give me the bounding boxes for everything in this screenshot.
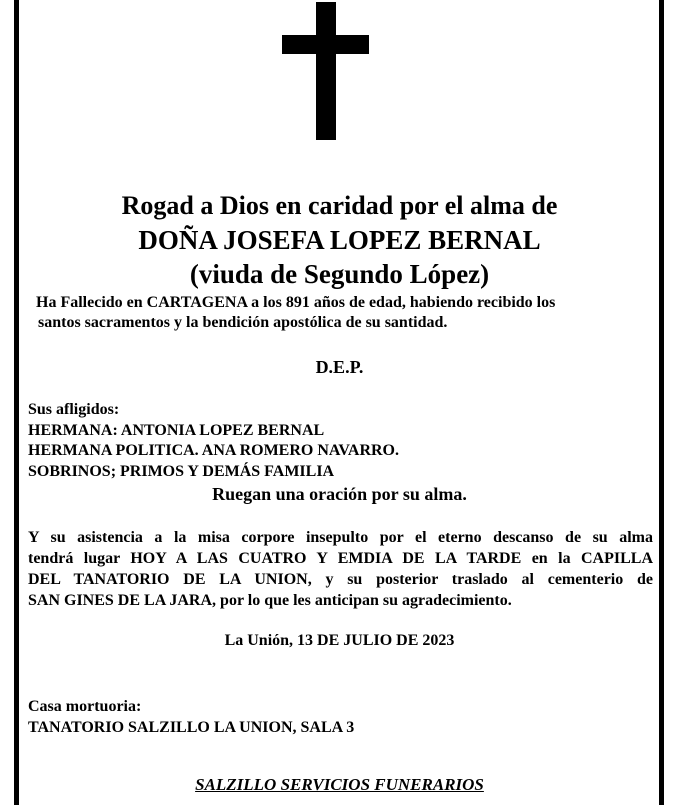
mass-line: SAN GINES DE LA JARA, por lo que les anticipan su agradecimiento. (28, 592, 512, 609)
mass-line: DEL TANATORIO DE LA UNION, y su posterior traslado al cementerio de (28, 571, 653, 588)
mourner-line: HERMANA POLITICA. ANA ROMERO NAVARRO. (28, 442, 399, 459)
mourner-line: HERMANA: ANTONIA LOPEZ BERNAL (28, 422, 325, 439)
mass-line: tendrá lugar HOY A LAS CUATRO Y EMDIA DE LA TARDE en la CAPILLA (28, 550, 653, 567)
left-border (14, 0, 19, 805)
house-value: TANATORIO SALZILLO LA UNION, SALA 3 (28, 719, 355, 736)
footer-company: SALZILLO SERVICIOS FUNERARIOS (195, 775, 484, 794)
prayer-text: Ruegan una oración por su alma. (212, 484, 467, 504)
house-label: Casa mortuoria: (28, 698, 142, 715)
mourner-line: SOBRINOS; PRIMOS Y DEMÁS FAMILIA (28, 463, 335, 480)
mass-paragraph (28, 527, 653, 611)
header-line: Rogad a Dios en caridad por el alma de (121, 191, 558, 220)
deceased-subtitle: (viuda de Segundo López) (189, 259, 490, 289)
date-text: La Unión, 13 DE JULIO DE 2023 (224, 632, 455, 649)
deceased-name: DOÑA JOSEFA LOPEZ BERNAL (138, 225, 541, 255)
intro-line-1: Ha Fallecido en CARTAGENA a los 891 años de edad, habiendo recibido los (36, 294, 556, 311)
intro-line-2: santos sacramentos y la bendición apostólica de su santidad. (38, 314, 448, 331)
mourners-label: Sus afligidos: (28, 401, 120, 418)
mass-line: Y su asistencia a la misa corpore insepulto por el eterno descanso de su alma (28, 529, 653, 546)
dep-text: D.E.P. (315, 357, 364, 377)
right-border (659, 0, 664, 805)
